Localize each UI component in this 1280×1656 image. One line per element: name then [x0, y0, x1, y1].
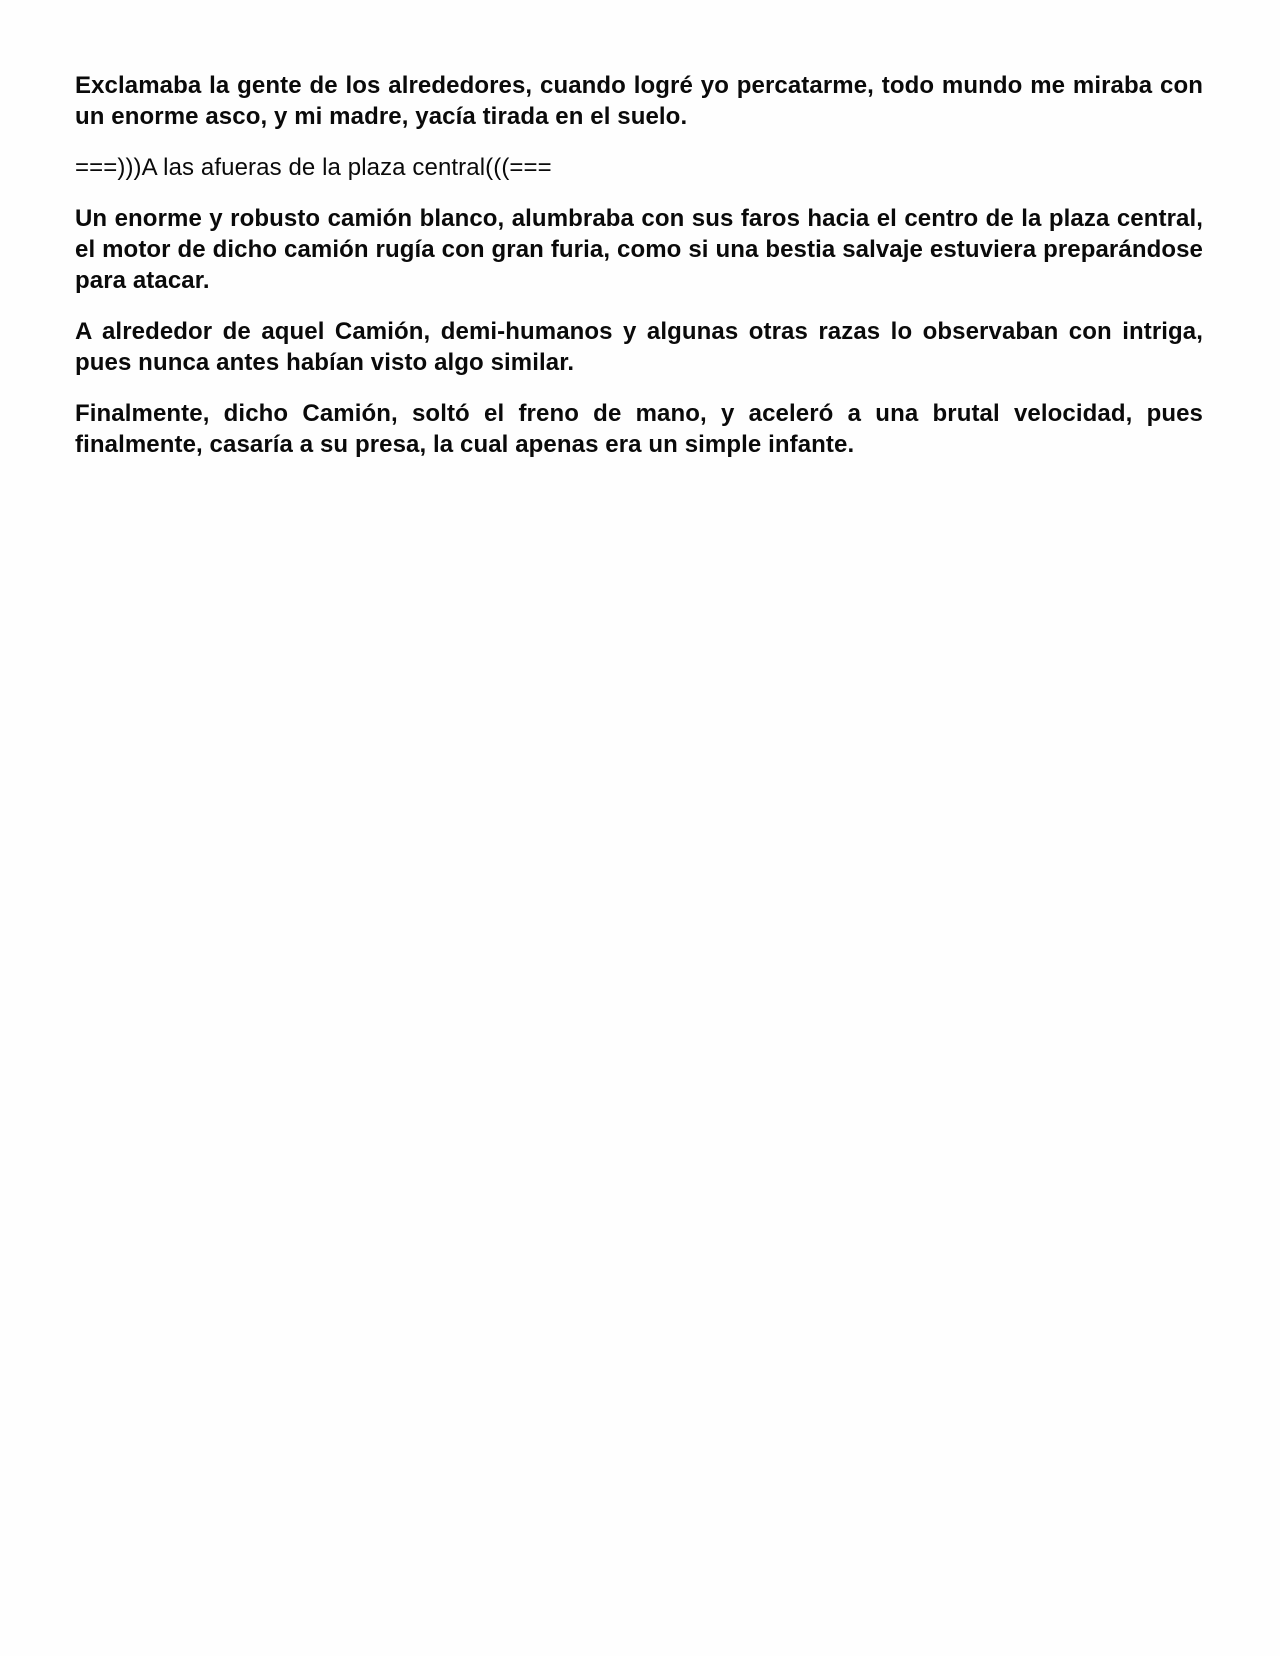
document-page	[75, 70, 1203, 480]
paragraph-4: Finalmente, dicho Camión, soltó el freno de mano, y aceleró a una brutal velocidad, pues finalmente, casaría a su presa, la cual apenas era un simple infante.	[75, 400, 1203, 458]
paragraph-3: A alrededor de aquel Camión, demi-humanos y algunas otras razas lo observaban con intriga, pues nunca antes habían visto algo similar.	[75, 318, 1203, 376]
section-header: ===)))A las afueras de la plaza central(((===	[75, 154, 552, 181]
paragraph-1: Exclamaba la gente de los alrededores, cuando logré yo percatarme, todo mundo me miraba con un enorme asco, y mi madre, yacía tirada en el suelo.	[75, 72, 1203, 130]
paragraph-2: Un enorme y robusto camión blanco, alumbraba con sus faros hacia el centro de la plaza central, el motor de dicho camión rugía con gran furia, como si una bestia salvaje estuviera preparándose para atacar.	[75, 205, 1203, 294]
